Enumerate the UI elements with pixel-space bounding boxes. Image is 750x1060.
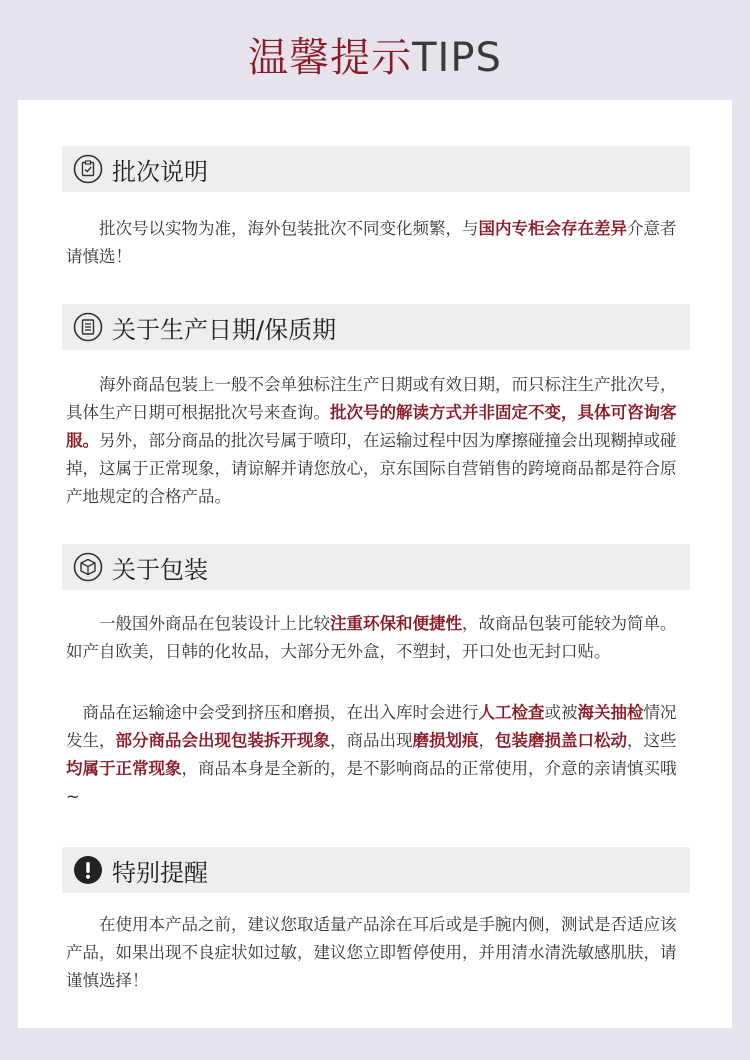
section-heading: 关于生产日期/保质期 — [112, 315, 337, 344]
highlighted-text: 国内专柜会存在差异 — [478, 219, 627, 238]
paragraph-text: 在使用本产品之前，建议您取适量产品涂在耳后或是手腕内侧，测试是否适应该产品，如果出现不良症状如过敏，建议您立即暂停使用，并用清水清洗敏感肌肤，请谨慎选择！ — [66, 915, 677, 990]
paragraph-text: ，商品出现 — [330, 731, 413, 750]
paragraph-text: ，这些 — [627, 731, 677, 750]
page-title — [0, 30, 750, 86]
tips-card — [18, 100, 732, 1028]
section-paragraph — [66, 215, 686, 271]
exclamation-icon — [72, 854, 104, 886]
paragraph-text: ， — [478, 731, 495, 750]
section-paragraph — [66, 911, 686, 995]
document-list-icon — [72, 311, 104, 343]
paragraph-text: 一般国外商品在包装设计上比较 — [66, 614, 330, 633]
section-heading: 批次说明 — [112, 157, 208, 186]
paragraph-text: 批次号以实物为准，海外包装批次不同变化频繁，与 — [66, 219, 479, 238]
section-header-packaging — [62, 544, 690, 590]
section-heading: 特别提醒 — [112, 858, 208, 887]
section-header-batch — [62, 146, 690, 192]
highlighted-text: 人工检查 — [478, 703, 545, 722]
highlighted-text: 批次号的解读方式并非固定不变，具体可咨询客服。 — [66, 403, 677, 450]
highlighted-text: 均属于正常现象 — [66, 759, 182, 778]
section-paragraph — [66, 371, 686, 511]
paragraph-text: ，商品本身是全新的，是不影响商品的正常使用，介意的亲请慎买哦~ — [66, 759, 677, 806]
paragraph-text: ，故商品包装可能较为简单。如产自欧美，日韩的化妆品，大部分无外盒，不塑封，开口处也无封口贴。 — [66, 614, 677, 661]
title-cn: 温馨提示 — [248, 35, 413, 81]
section-heading: 关于包装 — [112, 555, 208, 584]
section-paragraph — [66, 610, 686, 666]
highlighted-text: 海关抽检 — [577, 703, 644, 722]
title-en: TIPS — [412, 35, 502, 81]
highlighted-text: 部分商品会出现包装拆开现象 — [115, 731, 330, 750]
paragraph-text: 情况发生， — [66, 703, 677, 750]
highlighted-text: 注重环保和便捷性 — [330, 614, 462, 633]
highlighted-text: 包装磨损盖口松动 — [495, 731, 627, 750]
paragraph-text: 或被 — [544, 703, 578, 722]
section-paragraph — [66, 699, 686, 811]
paragraph-text: 另外，部分商品的批次号属于喷印，在运输过程中因为摩擦碰撞会出现糊掉或碰掉，这属于正常现象，请谅解并请您放心，京东国际自营销售的跨境商品都是符合原产地规定的合格产品。 — [66, 431, 677, 506]
package-box-icon — [72, 551, 104, 583]
paragraph-text: 介意者请慎选！ — [66, 219, 677, 266]
section-header-production-date — [62, 304, 690, 350]
highlighted-text: 磨损划痕 — [412, 731, 479, 750]
paragraph-text: 海外商品包装上一般不会单独标注生产日期或有效日期，而只标注生产批次号，具体生产日期可根据批次号来查询。 — [66, 375, 677, 422]
clipboard-check-icon — [72, 153, 104, 185]
section-header-special-reminder — [62, 847, 690, 893]
paragraph-text: 商品在运输途中会受到挤压和磨损，在出入库时会进行 — [66, 703, 479, 722]
